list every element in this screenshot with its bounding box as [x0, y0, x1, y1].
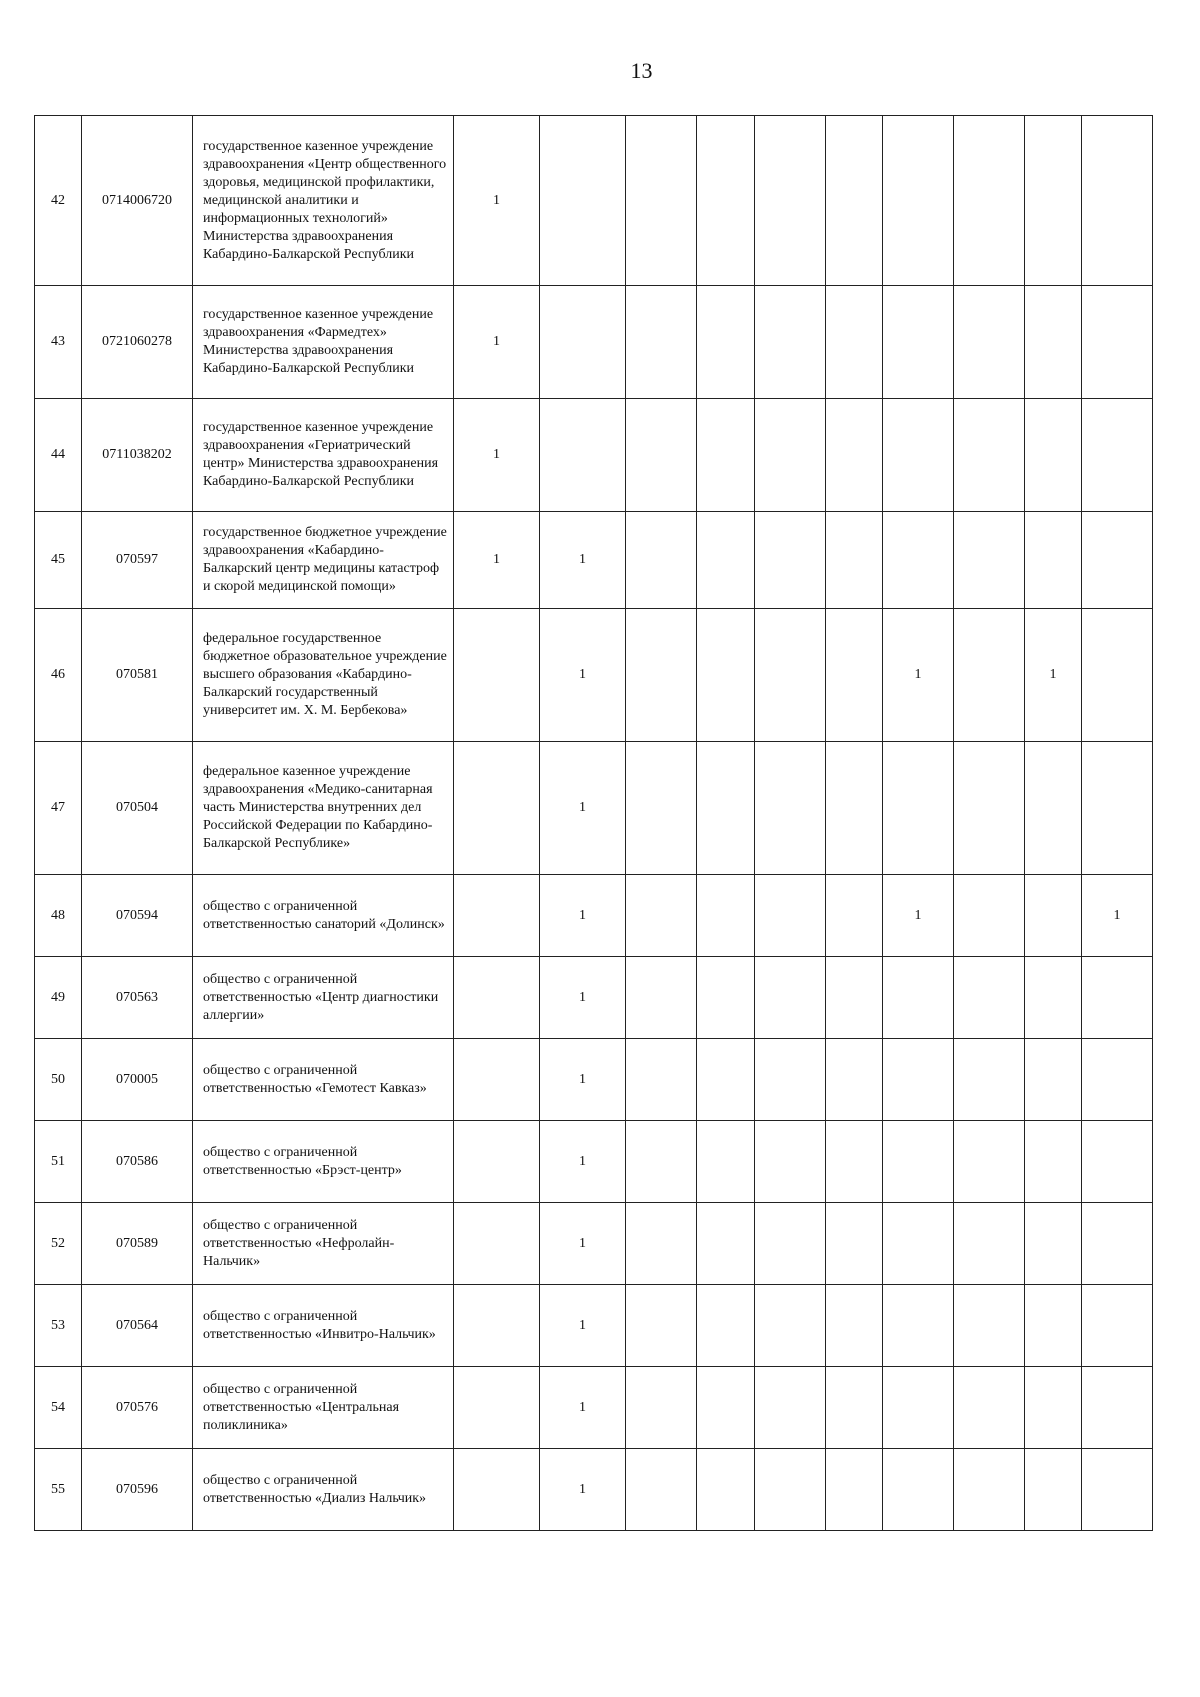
table-row: [35, 399, 1153, 512]
page-number: 13: [630, 58, 653, 83]
table-row: [35, 742, 1153, 875]
value-cell-1: 1: [454, 116, 540, 286]
value-cell-8: [954, 1039, 1025, 1121]
value-cell-2: [540, 116, 626, 286]
value-cell-6: [826, 512, 883, 609]
row-number-cell: 43: [35, 286, 82, 399]
organizations-table: [34, 115, 1153, 1531]
value-cell-9: [1025, 512, 1082, 609]
value-cell-10: [1082, 1449, 1153, 1531]
value-cell-4: [697, 399, 755, 512]
value-cell-1: [454, 1203, 540, 1285]
table-row: [35, 512, 1153, 609]
value-cell-9: [1025, 1203, 1082, 1285]
value-cell-10: [1082, 1203, 1153, 1285]
value-cell-10: [1082, 512, 1153, 609]
value-cell-1: [454, 1285, 540, 1367]
value-cell-2: 1: [540, 1367, 626, 1449]
value-cell-5: [755, 286, 826, 399]
table-row: [35, 609, 1153, 742]
value-cell-5: [755, 1285, 826, 1367]
value-cell-10: 1: [1082, 875, 1153, 957]
organization-name-cell: государственное бюджетное учреждение здравоохранения «Кабардино-Балкарский центр медицины катастроф и скорой медицинской помощи»: [193, 512, 454, 609]
row-number-cell: 50: [35, 1039, 82, 1121]
value-cell-3: [626, 957, 697, 1039]
value-cell-10: [1082, 742, 1153, 875]
row-number-cell: 44: [35, 399, 82, 512]
value-cell-2: 1: [540, 1449, 626, 1531]
value-cell-4: [697, 1039, 755, 1121]
value-cell-4: [697, 1121, 755, 1203]
table-row: [35, 957, 1153, 1039]
value-cell-10: [1082, 1285, 1153, 1367]
value-cell-4: [697, 609, 755, 742]
value-cell-9: [1025, 1367, 1082, 1449]
table-row: [35, 1367, 1153, 1449]
value-cell-6: [826, 116, 883, 286]
organization-name-cell: общество с ограниченной ответственностью «Гемотест Кавказ»: [193, 1039, 454, 1121]
table-row: [35, 286, 1153, 399]
value-cell-7: [883, 742, 954, 875]
value-cell-1: [454, 875, 540, 957]
row-code-cell: 070594: [82, 875, 193, 957]
value-cell-1: [454, 957, 540, 1039]
value-cell-6: [826, 875, 883, 957]
value-cell-10: [1082, 1121, 1153, 1203]
row-code-cell: 070005: [82, 1039, 193, 1121]
value-cell-1: 1: [454, 286, 540, 399]
value-cell-5: [755, 609, 826, 742]
value-cell-10: [1082, 609, 1153, 742]
value-cell-6: [826, 286, 883, 399]
row-code-cell: 070504: [82, 742, 193, 875]
value-cell-4: [697, 116, 755, 286]
value-cell-4: [697, 1285, 755, 1367]
value-cell-9: [1025, 116, 1082, 286]
value-cell-8: [954, 1449, 1025, 1531]
value-cell-4: [697, 1203, 755, 1285]
value-cell-2: 1: [540, 1285, 626, 1367]
value-cell-1: [454, 1121, 540, 1203]
value-cell-8: [954, 609, 1025, 742]
value-cell-4: [697, 286, 755, 399]
value-cell-10: [1082, 399, 1153, 512]
value-cell-8: [954, 1367, 1025, 1449]
value-cell-5: [755, 116, 826, 286]
value-cell-1: [454, 1367, 540, 1449]
value-cell-7: 1: [883, 609, 954, 742]
value-cell-4: [697, 875, 755, 957]
value-cell-2: 1: [540, 512, 626, 609]
value-cell-7: [883, 1367, 954, 1449]
value-cell-8: [954, 1285, 1025, 1367]
row-code-cell: 070563: [82, 957, 193, 1039]
value-cell-9: [1025, 1285, 1082, 1367]
value-cell-4: [697, 957, 755, 1039]
value-cell-5: [755, 1203, 826, 1285]
value-cell-10: [1082, 286, 1153, 399]
organization-name-cell: государственное казенное учреждение здравоохранения «Центр общественного здоровья, медицинской профилактики, медицинской аналитики и информационных технологий» Министерства здравоохранения Кабардино-Балкарской Республики: [193, 116, 454, 286]
organization-name-cell: общество с ограниченной ответственностью «Нефролайн-Нальчик»: [193, 1203, 454, 1285]
value-cell-1: [454, 1039, 540, 1121]
row-number-cell: 52: [35, 1203, 82, 1285]
organization-name-cell: государственное казенное учреждение здравоохранения «Фармедтех» Министерства здравоохранения Кабардино-Балкарской Республики: [193, 286, 454, 399]
value-cell-9: [1025, 742, 1082, 875]
value-cell-2: 1: [540, 875, 626, 957]
value-cell-7: [883, 1285, 954, 1367]
row-number-cell: 42: [35, 116, 82, 286]
table-row: [35, 875, 1153, 957]
row-code-cell: 070589: [82, 1203, 193, 1285]
value-cell-3: [626, 399, 697, 512]
organization-name-cell: общество с ограниченной ответственностью санаторий «Долинск»: [193, 875, 454, 957]
row-code-cell: 070576: [82, 1367, 193, 1449]
organization-name-cell: общество с ограниченной ответственностью «Диализ Нальчик»: [193, 1449, 454, 1531]
value-cell-3: [626, 286, 697, 399]
value-cell-3: [626, 1367, 697, 1449]
value-cell-7: [883, 286, 954, 399]
value-cell-6: [826, 957, 883, 1039]
row-code-cell: 0721060278: [82, 286, 193, 399]
value-cell-9: [1025, 875, 1082, 957]
row-number-cell: 53: [35, 1285, 82, 1367]
value-cell-9: 1: [1025, 609, 1082, 742]
table-row: [35, 1121, 1153, 1203]
value-cell-6: [826, 1285, 883, 1367]
value-cell-3: [626, 1285, 697, 1367]
value-cell-1: [454, 742, 540, 875]
value-cell-5: [755, 957, 826, 1039]
row-number-cell: 54: [35, 1367, 82, 1449]
value-cell-5: [755, 742, 826, 875]
value-cell-2: 1: [540, 957, 626, 1039]
value-cell-8: [954, 399, 1025, 512]
table-body: [35, 116, 1153, 1531]
value-cell-7: 1: [883, 875, 954, 957]
value-cell-8: [954, 1121, 1025, 1203]
value-cell-2: 1: [540, 1039, 626, 1121]
value-cell-3: [626, 875, 697, 957]
value-cell-2: 1: [540, 609, 626, 742]
value-cell-2: [540, 286, 626, 399]
organization-name-cell: государственное казенное учреждение здравоохранения «Гериатрический центр» Министерства здравоохранения Кабардино-Балкарской Республики: [193, 399, 454, 512]
row-code-cell: 070596: [82, 1449, 193, 1531]
value-cell-8: [954, 957, 1025, 1039]
row-code-cell: 0711038202: [82, 399, 193, 512]
value-cell-2: 1: [540, 1121, 626, 1203]
organization-name-cell: общество с ограниченной ответственностью «Центр диагностики аллергии»: [193, 957, 454, 1039]
value-cell-1: 1: [454, 512, 540, 609]
value-cell-10: [1082, 957, 1153, 1039]
value-cell-3: [626, 116, 697, 286]
organization-name-cell: общество с ограниченной ответственностью «Инвитро-Нальчик»: [193, 1285, 454, 1367]
row-code-cell: 070564: [82, 1285, 193, 1367]
value-cell-7: [883, 512, 954, 609]
value-cell-5: [755, 1121, 826, 1203]
value-cell-2: 1: [540, 742, 626, 875]
organization-name-cell: общество с ограниченной ответственностью «Брэст-центр»: [193, 1121, 454, 1203]
value-cell-9: [1025, 957, 1082, 1039]
row-number-cell: 45: [35, 512, 82, 609]
row-number-cell: 51: [35, 1121, 82, 1203]
value-cell-9: [1025, 1121, 1082, 1203]
row-number-cell: 48: [35, 875, 82, 957]
value-cell-7: [883, 1121, 954, 1203]
value-cell-3: [626, 1203, 697, 1285]
table-row: [35, 116, 1153, 286]
value-cell-2: 1: [540, 1203, 626, 1285]
value-cell-7: [883, 399, 954, 512]
value-cell-7: [883, 1203, 954, 1285]
value-cell-6: [826, 742, 883, 875]
value-cell-8: [954, 742, 1025, 875]
row-number-cell: 49: [35, 957, 82, 1039]
value-cell-3: [626, 512, 697, 609]
value-cell-5: [755, 875, 826, 957]
value-cell-6: [826, 1367, 883, 1449]
row-code-cell: 070586: [82, 1121, 193, 1203]
value-cell-7: [883, 116, 954, 286]
value-cell-3: [626, 609, 697, 742]
value-cell-8: [954, 875, 1025, 957]
value-cell-9: [1025, 1039, 1082, 1121]
value-cell-8: [954, 286, 1025, 399]
value-cell-10: [1082, 1367, 1153, 1449]
value-cell-8: [954, 116, 1025, 286]
value-cell-4: [697, 1449, 755, 1531]
value-cell-6: [826, 1039, 883, 1121]
value-cell-5: [755, 512, 826, 609]
value-cell-1: [454, 609, 540, 742]
table-row: [35, 1039, 1153, 1121]
value-cell-6: [826, 1449, 883, 1531]
value-cell-9: [1025, 399, 1082, 512]
organization-name-cell: федеральное казенное учреждение здравоохранения «Медико-санитарная часть Министерства внутренних дел Российской Федерации по Кабардино-Балкарской Республике»: [193, 742, 454, 875]
value-cell-6: [826, 399, 883, 512]
row-number-cell: 47: [35, 742, 82, 875]
value-cell-4: [697, 1367, 755, 1449]
value-cell-3: [626, 1121, 697, 1203]
row-code-cell: 070597: [82, 512, 193, 609]
value-cell-4: [697, 512, 755, 609]
value-cell-5: [755, 1367, 826, 1449]
value-cell-10: [1082, 116, 1153, 286]
value-cell-2: [540, 399, 626, 512]
value-cell-5: [755, 1039, 826, 1121]
value-cell-5: [755, 1449, 826, 1531]
value-cell-3: [626, 742, 697, 875]
table-row: [35, 1285, 1153, 1367]
value-cell-6: [826, 1121, 883, 1203]
value-cell-4: [697, 742, 755, 875]
value-cell-1: [454, 1449, 540, 1531]
value-cell-5: [755, 399, 826, 512]
value-cell-9: [1025, 286, 1082, 399]
table-row: [35, 1203, 1153, 1285]
value-cell-3: [626, 1449, 697, 1531]
value-cell-8: [954, 512, 1025, 609]
value-cell-8: [954, 1203, 1025, 1285]
row-code-cell: 0714006720: [82, 116, 193, 286]
value-cell-7: [883, 1039, 954, 1121]
value-cell-10: [1082, 1039, 1153, 1121]
value-cell-6: [826, 609, 883, 742]
organization-name-cell: федеральное государственное бюджетное образовательное учреждение высшего образования «Кабардино-Балкарский государственный университет им. Х. М. Бербекова»: [193, 609, 454, 742]
value-cell-6: [826, 1203, 883, 1285]
value-cell-9: [1025, 1449, 1082, 1531]
row-number-cell: 55: [35, 1449, 82, 1531]
table-row: [35, 1449, 1153, 1531]
value-cell-3: [626, 1039, 697, 1121]
row-code-cell: 070581: [82, 609, 193, 742]
value-cell-7: [883, 1449, 954, 1531]
organization-name-cell: общество с ограниченной ответственностью «Центральная поликлиника»: [193, 1367, 454, 1449]
value-cell-1: 1: [454, 399, 540, 512]
value-cell-7: [883, 957, 954, 1039]
row-number-cell: 46: [35, 609, 82, 742]
